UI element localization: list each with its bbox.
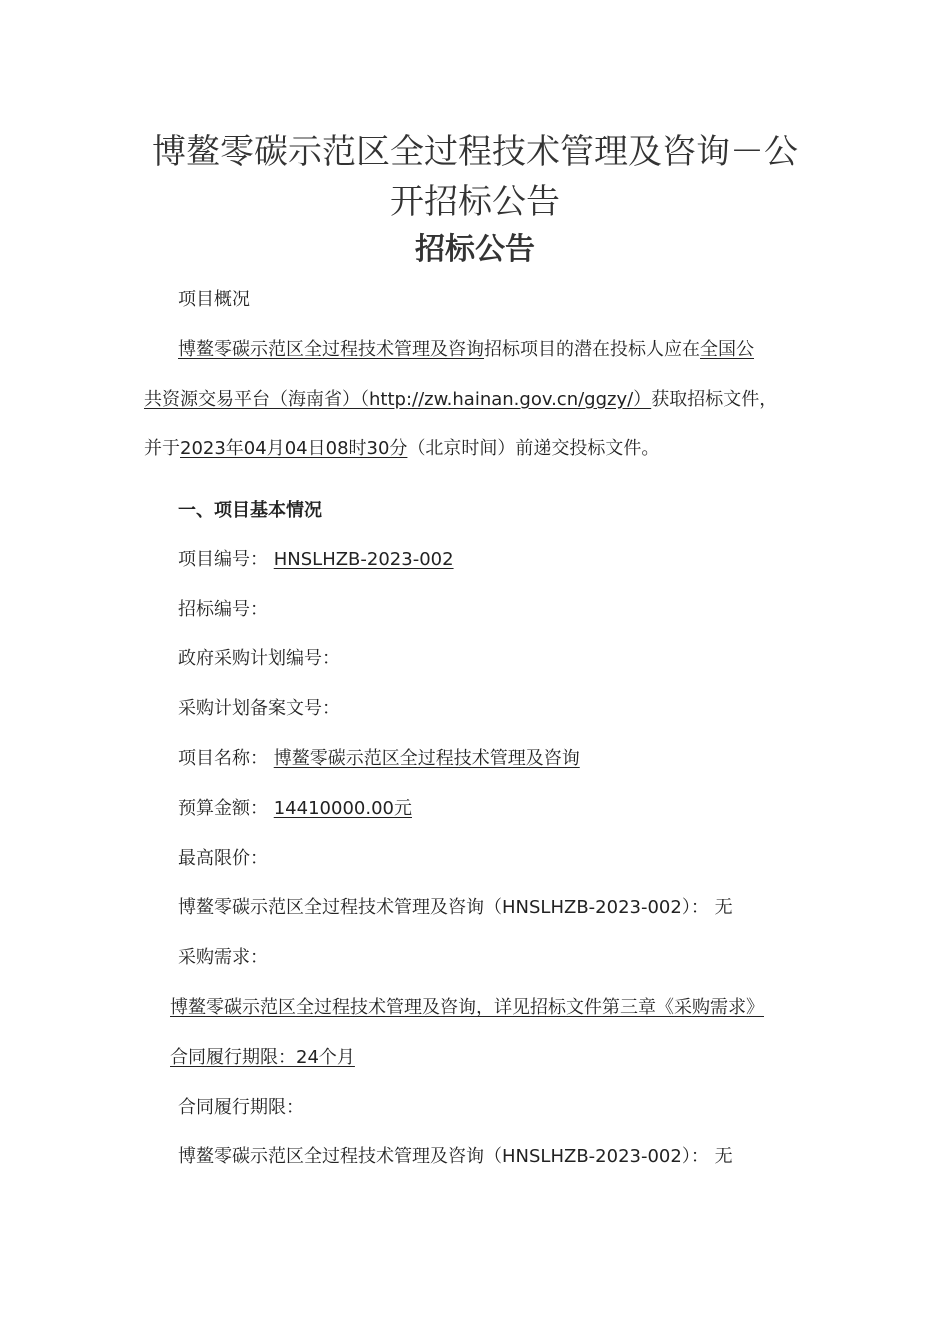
max-price-row: [178, 895, 733, 921]
plan-filing-no-label: 采购计划备案文号：: [178, 698, 340, 719]
max-price-value: 无: [714, 897, 733, 918]
intro-text-d: （北京时间）前递交投标文件。: [407, 438, 660, 459]
project-name-label: 项目名称：: [178, 748, 268, 769]
demand-line1: 博鳌零碳示范区全过程技术管理及咨询，详见招标文件第三章《采购需求》: [170, 997, 764, 1018]
project-name-value: 博鳌零碳示范区全过程技术管理及咨询: [273, 748, 580, 769]
max-price-label: 最高限价：: [178, 848, 268, 869]
max-price-line: 博鳌零碳示范区全过程技术管理及咨询（HNSLHZB-2023-002）：: [178, 897, 709, 918]
document-subtitle: 招标公告: [415, 232, 535, 267]
intro-project-name: 博鳌零碳示范区全过程技术管理及咨询: [178, 339, 484, 360]
intro-deadline: 2023年04月04日08时30分: [180, 438, 408, 459]
section1-heading: 一、项目基本情况: [178, 500, 322, 521]
project-no-value: HNSLHZB-2023-002: [273, 549, 454, 570]
document-title-line1: 博鳌零碳示范区全过程技术管理及咨询－公: [152, 132, 798, 172]
budget-row: [178, 796, 412, 822]
intro-platform-part1: 全国公: [700, 339, 754, 360]
intro-line-2: [144, 387, 777, 413]
contract-term-row: [178, 1144, 733, 1170]
intro-text-c: 并于: [144, 438, 180, 459]
demand-label: 采购需求：: [178, 947, 268, 968]
gov-plan-no-label: 政府采购计划编号：: [178, 648, 340, 669]
intro-line-1: [178, 337, 754, 363]
intro-line-3: [144, 436, 659, 462]
intro-text-b: 获取招标文件，: [651, 389, 778, 410]
budget-label: 预算金额：: [178, 798, 268, 819]
intro-text-a: 招标项目的潜在投标人应在: [484, 339, 700, 360]
demand-line2: 合同履行期限：24个月: [170, 1047, 355, 1068]
intro-platform-part2: 共资源交易平台（海南省）（http://zw.hainan.gov.cn/ggzy/）: [144, 389, 652, 410]
contract-term-line: 博鳌零碳示范区全过程技术管理及咨询（HNSLHZB-2023-002）：: [178, 1146, 709, 1167]
project-name-row: [178, 746, 580, 772]
contract-term-value: 无: [714, 1146, 733, 1167]
document-title-line2: 开招标公告: [390, 182, 560, 222]
project-no-label: 项目编号：: [178, 549, 268, 570]
tender-no-label: 招标编号：: [178, 599, 268, 620]
budget-value: 14410000.00元: [273, 798, 412, 819]
overview-heading: 项目概况: [178, 289, 250, 310]
project-no-row: [178, 547, 454, 573]
contract-term-label: 合同履行期限：: [178, 1097, 304, 1118]
